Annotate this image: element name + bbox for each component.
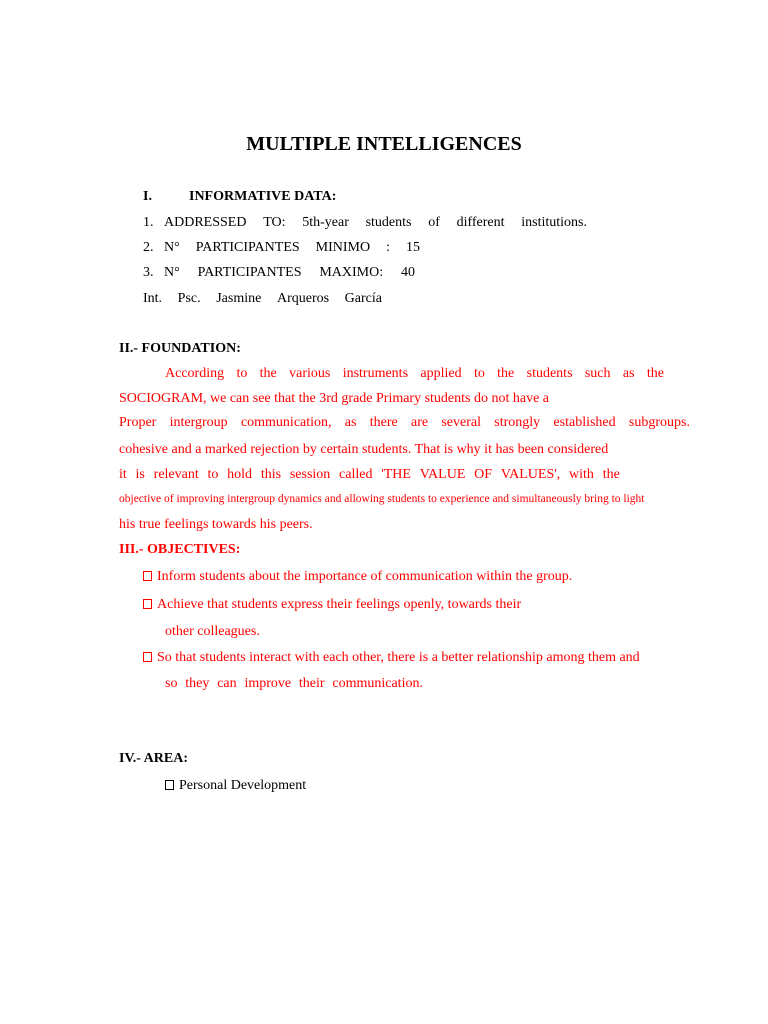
foundation-line-1: According to the various instruments applied to the students such as the [165, 366, 664, 381]
section1-heading: INFORMATIVE DATA: [189, 189, 337, 204]
section1-item-2-number: 2. [143, 240, 154, 255]
objective-item-3: So that students interact with each other, there is a better relationship among them and [143, 649, 640, 667]
section1-number: I. [143, 189, 152, 204]
foundation-line-2: SOCIOGRAM, we can see that the 3rd grade Primary students do not have a [119, 391, 550, 406]
section2-heading: II.- FOUNDATION: [119, 341, 241, 356]
section1-item-3-number: 3. [143, 265, 154, 280]
area-item-1: Personal Development [165, 777, 306, 795]
foundation-line-4: cohesive and a marked rejection by certain students. That is why it has been considered [119, 442, 609, 457]
objective-item-3-continuation: so they can improve their communication. [165, 676, 423, 691]
author-line: Int. Psc. Jasmine Arqueros García [143, 291, 382, 306]
objective-item-2-continuation: other colleagues. [165, 624, 260, 639]
objective-item-1: Inform students about the importance of communication within the group. [143, 568, 572, 586]
foundation-line-5: it is relevant to hold this session called 'THE VALUE OF VALUES', with the [119, 467, 620, 482]
section4-heading: IV.- AREA: [119, 751, 188, 766]
section1-item-1: ADDRESSED TO: 5th-year students of different institutions. [164, 215, 587, 230]
checkbox-bullet-icon [165, 780, 174, 790]
checkbox-bullet-icon [143, 652, 152, 662]
document-title: MULTIPLE INTELLIGENCES [246, 133, 522, 155]
section1-item-1-number: 1. [143, 215, 154, 230]
foundation-line-3: Proper intergroup communication, as there are several strongly established subgroups. [119, 415, 690, 430]
objective-item-2: Achieve that students express their feelings openly, towards their [143, 596, 521, 614]
section1-item-3: N° PARTICIPANTES MAXIMO: 40 [164, 265, 415, 280]
section1-item-2: N° PARTICIPANTES MINIMO : 15 [164, 240, 420, 255]
section3-heading: III.- OBJECTIVES: [119, 542, 241, 557]
foundation-line-6: objective of improving intergroup dynamics and allowing students to experience and simultaneously bring to light [119, 493, 645, 505]
checkbox-bullet-icon [143, 571, 152, 581]
foundation-line-7: his true feelings towards his peers. [119, 517, 313, 532]
checkbox-bullet-icon [143, 599, 152, 609]
